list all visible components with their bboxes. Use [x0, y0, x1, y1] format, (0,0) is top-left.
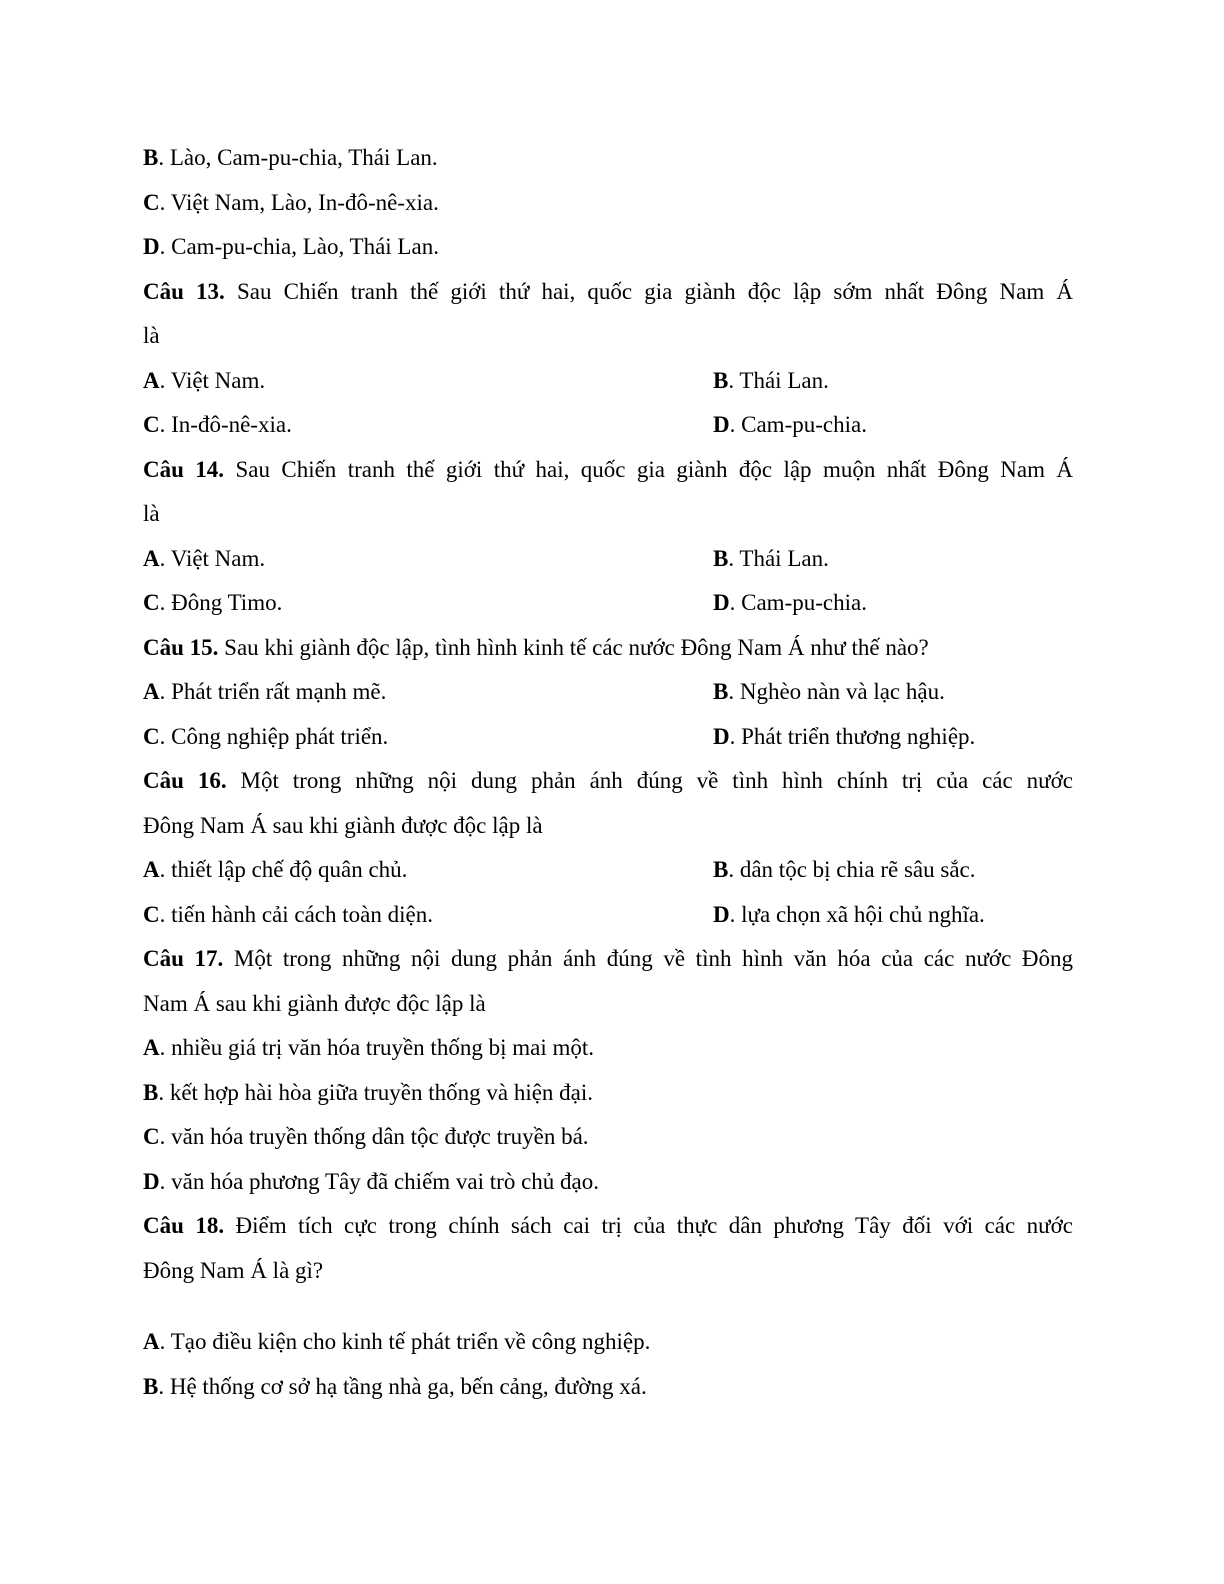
question-18-stem: [143, 1204, 1073, 1249]
option-text: . tiến hành cải cách toàn diện.: [159, 901, 433, 927]
option-b-prev: [143, 136, 1073, 181]
option-text: . Nghèo nàn và lạc hậu.: [728, 679, 945, 704]
question-text: Một trong những nội dung phản ánh đúng về tình hình chính trị của các nước: [226, 768, 1073, 793]
option-a: [143, 1026, 1073, 1071]
document-page: [143, 136, 1073, 1409]
option-letter: A: [143, 545, 160, 571]
option-letter: A: [143, 367, 160, 393]
option-text: . Tạo điều kiện cho kinh tế phát triển về công nghiệp.: [159, 1329, 651, 1354]
option-text: . Cam-pu-chia.: [729, 412, 867, 437]
option-text: . Phát triển rất mạnh mẽ.: [159, 679, 387, 704]
option-text: . nhiều giá trị văn hóa truyền thống bị mai một.: [159, 1035, 594, 1060]
option-text: . Hệ thống cơ sở hạ tầng nhà ga, bến cảng, đường xá.: [158, 1373, 647, 1399]
option-text: . Việt Nam.: [159, 545, 266, 571]
option-letter: A: [143, 1035, 160, 1060]
option-letter: A: [143, 1329, 160, 1354]
option-text: . Việt Nam, Lào, In-đô-nê-xia.: [159, 189, 439, 215]
question-label: Câu 13.: [143, 278, 225, 304]
option-letter: D: [713, 412, 730, 437]
option-text: . In-đô-nê-xia.: [159, 412, 292, 437]
question-13-stem: [143, 270, 1073, 315]
option-letter: B: [713, 545, 729, 571]
question-16-stem: [143, 759, 1073, 804]
question-label: Câu 18.: [143, 1213, 225, 1238]
option-text: . Cam-pu-chia.: [729, 590, 867, 615]
question-15-options-ab: [143, 670, 1073, 715]
question-text: Sau Chiến tranh thế giới thứ hai, quốc gia giành độc lập sớm nhất Đông Nam Á: [224, 278, 1074, 304]
question-label: Câu 17.: [143, 946, 224, 971]
question-16-options-ab: [143, 848, 1073, 893]
option-letter: D: [143, 234, 160, 259]
option-text: . văn hóa phương Tây đã chiếm vai trò chủ đạo.: [159, 1168, 599, 1194]
option-d: [713, 581, 1073, 626]
option-c: [143, 893, 713, 938]
option-letter: D: [713, 590, 730, 615]
question-text: Sau khi giành độc lập, tình hình kinh tế các nước Đông Nam Á như thế nào?: [218, 634, 929, 660]
question-label: Câu 16.: [143, 768, 227, 793]
option-text: . Thái Lan.: [728, 367, 829, 393]
question-13-options-cd: [143, 403, 1073, 448]
option-c: [143, 1115, 1073, 1160]
option-text: . Lào, Cam-pu-chia, Thái Lan.: [158, 145, 438, 170]
question-text: Điểm tích cực trong chính sách cai trị của thực dân phương Tây đối với các nước: [224, 1213, 1073, 1238]
option-text: . Công nghiệp phát triển.: [159, 723, 389, 749]
option-letter: B: [143, 1373, 159, 1399]
question-14-stem-cont: là: [143, 501, 160, 526]
option-a: [143, 848, 713, 893]
option-a: [143, 670, 713, 715]
option-letter: B: [143, 145, 159, 170]
option-letter: D: [713, 901, 730, 927]
question-13-stem-cont: là: [143, 323, 160, 348]
option-letter: C: [143, 189, 160, 215]
question-16-stem-cont: Đông Nam Á sau khi giành được độc lập là: [143, 812, 543, 838]
option-letter: B: [713, 367, 729, 393]
option-d: [713, 403, 1073, 448]
question-14-stem: [143, 448, 1073, 493]
question-label: Câu 15.: [143, 634, 219, 660]
option-b: [143, 1071, 1073, 1116]
question-14-options-cd: [143, 581, 1073, 626]
option-c: [143, 403, 713, 448]
option-d: [713, 893, 1073, 938]
option-c: [143, 715, 713, 760]
question-label: Câu 14.: [143, 456, 225, 482]
option-letter: B: [713, 857, 729, 882]
question-17-stem-cont: Nam Á sau khi giành được độc lập là: [143, 990, 486, 1016]
question-14-options-ab: [143, 537, 1073, 582]
option-letter: C: [143, 1124, 160, 1149]
option-letter: D: [143, 1168, 160, 1194]
option-b: [143, 1365, 1073, 1410]
question-13-options-ab: [143, 359, 1073, 404]
option-letter: D: [713, 723, 730, 749]
option-text: . Thái Lan.: [728, 545, 829, 571]
option-text: . Cam-pu-chia, Lào, Thái Lan.: [159, 234, 439, 259]
question-text: Một trong những nội dung phản ánh đúng về tình hình văn hóa của các nước Đông: [223, 946, 1073, 971]
option-letter: C: [143, 590, 160, 615]
question-text: Sau Chiến tranh thế giới thứ hai, quốc gia giành độc lập muộn nhất Đông Nam Á: [224, 456, 1073, 482]
option-d: [713, 715, 1073, 760]
option-a: [143, 1320, 1073, 1365]
option-text: . thiết lập chế độ quân chủ.: [159, 857, 408, 882]
spacer: [143, 1293, 1073, 1320]
option-letter: C: [143, 412, 160, 437]
option-b: [713, 848, 1073, 893]
option-text: . Đông Timo.: [159, 590, 283, 615]
option-c: [143, 581, 713, 626]
question-15-options-cd: [143, 715, 1073, 760]
option-c-prev: [143, 181, 1073, 226]
option-b: [713, 670, 1073, 715]
option-b: [713, 359, 1073, 404]
option-letter: A: [143, 857, 160, 882]
option-d: [143, 1160, 1073, 1205]
question-17-stem: [143, 937, 1073, 982]
option-letter: C: [143, 723, 160, 749]
option-text: . văn hóa truyền thống dân tộc được truyền bá.: [159, 1124, 589, 1149]
option-a: [143, 359, 713, 404]
option-letter: A: [143, 679, 160, 704]
option-a: [143, 537, 713, 582]
option-letter: C: [143, 901, 160, 927]
option-d-prev: [143, 225, 1073, 270]
question-16-options-cd: [143, 893, 1073, 938]
option-letter: B: [713, 679, 729, 704]
option-text: . lựa chọn xã hội chủ nghĩa.: [729, 901, 985, 927]
option-text: . dân tộc bị chia rẽ sâu sắc.: [728, 857, 976, 882]
option-text: . Việt Nam.: [159, 367, 266, 393]
option-text: . kết hợp hài hòa giữa truyền thống và hiện đại.: [158, 1079, 594, 1105]
option-b: [713, 537, 1073, 582]
option-text: . Phát triển thương nghiệp.: [729, 723, 976, 749]
question-15-stem: [143, 626, 1073, 671]
option-letter: B: [143, 1079, 159, 1105]
question-18-stem-cont: Đông Nam Á là gì?: [143, 1257, 324, 1283]
